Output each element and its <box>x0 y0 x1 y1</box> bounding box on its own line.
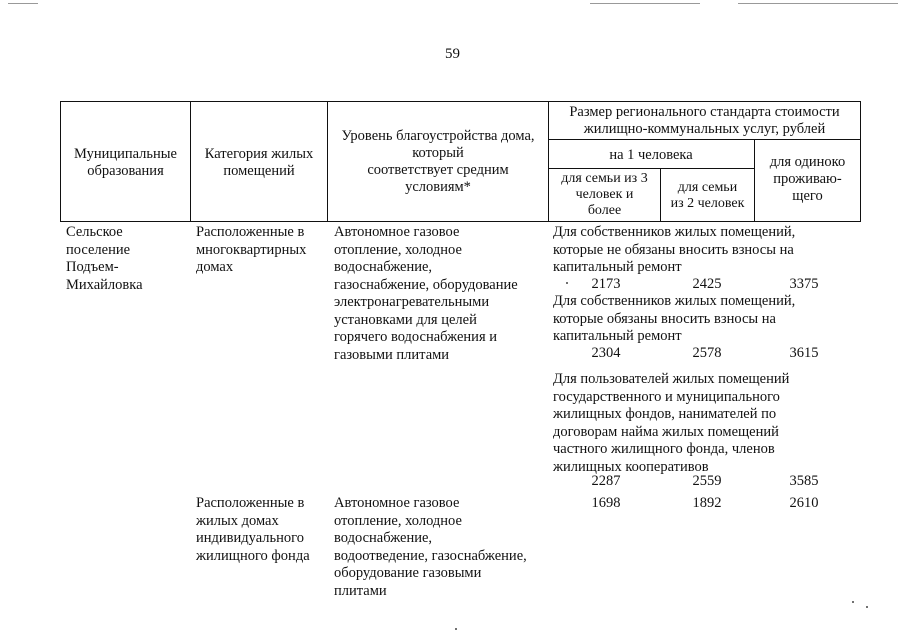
scan-edge-line <box>8 3 38 4</box>
value-family-2: 2425 <box>692 276 722 292</box>
group-caption-state-housing-users: Для пользователей жилых помещений государственного и муниципального жилищных фондов, нанимателей по договорам найма жилых помещений частного жилищного фонда, членов жилищных кооперативов <box>553 371 790 475</box>
page-number: 59 <box>445 46 460 62</box>
group-caption-owners-no-repair-fee: Для собственников жилых помещений, которые не обязаны вносить взносы на капитальный ремонт <box>553 224 796 275</box>
header-per-person: на 1 человека <box>609 147 693 163</box>
value-family-2: 2578 <box>692 345 722 361</box>
level-cell-apartments: Автономное газовое отопление, холодное водоснабжение, газоснабжение, оборудование электронагревательными установками для целей горячего водоснабжения и газовыми плитами <box>334 224 518 363</box>
scan-speck <box>852 601 854 603</box>
value-single: 2610 <box>789 495 819 511</box>
level-cell-private-houses: Автономное газовое отопление, холодное водоснабжение, водоотведение, газоснабжение, оборудование газовыми плитами <box>334 495 527 599</box>
value-single: 3585 <box>789 473 819 489</box>
scan-edge-line <box>738 3 898 4</box>
group-caption-owners-repair-fee: Для собственников жилых помещений, которые обязаны вносить взносы на капитальный ремонт <box>553 293 796 344</box>
header-municipality: Муниципальные образования <box>74 146 177 179</box>
value-family-3: 2287 <box>591 473 621 489</box>
value-family-3: 2304 <box>591 345 621 361</box>
municipality-cell: Сельское поселение Подъем- Михайловка <box>66 224 143 293</box>
value-family-3: 2173 <box>591 276 621 292</box>
header-rule-standard <box>548 139 861 140</box>
header-bottom-border <box>60 221 861 222</box>
value-family-2: 1892 <box>692 495 722 511</box>
header-standard-size: Размер регионального стандарта стоимости жилищно-коммунальных услуг, рублей <box>569 104 840 137</box>
value-single: 3615 <box>789 345 819 361</box>
scan-speck <box>566 282 568 284</box>
value-family-2: 2559 <box>692 473 722 489</box>
header-level: Уровень благоустройства дома, который соответствует средним условиям* <box>341 128 535 195</box>
scan-edge-line <box>590 3 700 4</box>
header-family-2: для семьи из 2 человек <box>670 180 745 211</box>
category-cell-apartments: Расположенные в многоквартирных домах <box>196 224 307 275</box>
scan-speck <box>455 628 457 630</box>
header-single: для одиноко проживаю- щего <box>769 154 846 204</box>
category-cell-private-houses: Расположенные в жилых домах индивидуального жилищного фонда <box>196 495 310 564</box>
value-single: 3375 <box>789 276 819 292</box>
scan-speck <box>866 606 868 608</box>
header-category: Категория жилых помещений <box>204 146 314 179</box>
header-rule-per-person <box>548 168 754 169</box>
value-family-3: 1698 <box>591 495 621 511</box>
header-family-3: для семьи из 3 человек и более <box>561 171 648 218</box>
table-top-border <box>60 101 861 102</box>
